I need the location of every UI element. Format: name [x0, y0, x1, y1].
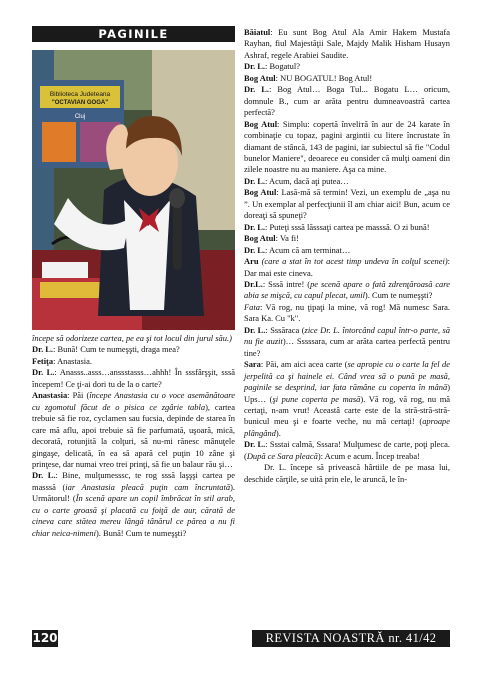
stage-direction: iar Anastasia pleacă puţin cam încruntată [65, 481, 231, 492]
paragraph [244, 187, 450, 221]
dialogue: : NU BOGATUL! Bog Atul! [275, 72, 373, 83]
dialogue: : Va fi! [275, 233, 299, 244]
paragraph [244, 325, 450, 359]
paragraph [244, 279, 450, 302]
banner-text-3: Cluj [74, 114, 86, 120]
dialogue: : Ssstai calmă, Sssara! Mulţumesc de carte, poţi pleca. ( [244, 439, 450, 461]
dialogue: : Păi, am aici acea carte ( [260, 359, 348, 370]
banner-text-1: Biblioteca Judeteana [49, 91, 111, 98]
paragraph [244, 439, 450, 462]
paragraph [244, 256, 450, 279]
speaker: Dr. L. [32, 367, 55, 378]
article-photo [32, 50, 235, 330]
dialogue: : Anasss..asss…anssstasss…ahhh! În sssfârşşit, sssă începem! Ce ţi-ai dori tu de la o carte? [32, 367, 235, 389]
dialogue: : Acum, dacă aţi putea… [265, 175, 349, 186]
paragraph [244, 27, 450, 61]
paragraph [244, 233, 450, 244]
dialogue: ), cartea trebuie să fie roz, cyclamen sau fucsia, depinde de starea în care mă aflu, apoi trebuie să fie parfumată, uşoară, mică, decorată, rotunjită la colţuri, să nu-mi rănesc mânuţele gingaşe, delicată, în ea să apară cel puţin 10 zâne şi prinţese, dar numai vreo trei prinţi, să fie un balaur rău şi… [32, 401, 235, 469]
paragraph [244, 359, 450, 439]
stage-direction: (care a stat în tot acest timp undeva în colţul scenei) [261, 256, 448, 267]
left-column [32, 333, 235, 539]
section-title: PAGINILE [32, 26, 235, 42]
dialogue: ). Bună! Cum te numeşşti? [95, 527, 187, 538]
dialogue: : Eu sunt Bog Atul Ala Amir Hakem Mustafa Rayhan, fiul Majestăţii Sale, Majdy Malik Hisham Husayn Ashraf, regele Arabiei Saudite. [244, 27, 450, 60]
dialogue: ). [275, 427, 281, 438]
stage-direction: zice Dr. L. întorcând capul într-o parte, să nu fie auzit [244, 324, 450, 347]
paragraph [32, 470, 235, 539]
boy-speaking-photo [32, 50, 235, 330]
paragraph [244, 222, 450, 233]
speaker: Dr. L. [244, 244, 266, 255]
paragraph [32, 333, 235, 344]
dialogue: : Sssă intre! ( [262, 278, 311, 289]
page-number: 120 [32, 631, 58, 645]
speaker: Bog Atul [244, 118, 278, 129]
paragraph [244, 462, 450, 485]
speaker: Sara [244, 359, 261, 370]
paragraph [244, 302, 450, 325]
magazine-issue: REVISTA NOASTRĂ nr. 41/42 [252, 630, 450, 647]
dialogue: : Păi ( [67, 390, 90, 401]
dialogue: : Bogatul? [265, 61, 300, 72]
speaker: Dr. L. [244, 221, 266, 232]
dialogue: : Bog Atul… Boga Tul... Bogatu L… oricum, domnule B., cum ar arăta pentru dumneavoastră cartea perfectă? [244, 84, 450, 118]
dialogue: : Vă rog, nu ţipaţi la mine, vă rog! Mă numesc Sara. Sara Ka. Cu "k". [244, 301, 450, 324]
speaker: Anastasia [32, 390, 68, 401]
speaker: Dr. L. [244, 439, 266, 450]
dialogue: ). Cum te numeşşti? [364, 290, 433, 301]
speaker: Fata [244, 301, 260, 312]
dialogue: : Bine, mulţumesssc, te rog sssă laşşşi cartea pe masssă ( [32, 470, 235, 492]
speaker: Fetiţa [32, 355, 54, 366]
speaker: Dr. L. [244, 84, 269, 95]
dialogue: ). Vă rog, vă rog, nu mă certaţi, n-am vrut! Aceastâ carte este de la stră-stră-stră-bunicul meu şi e foarte veche, nu mă certaţi! ( [244, 393, 450, 427]
speaker: Băiatul [244, 27, 271, 37]
stage-direction: În scenă apare un copil îmbrăcat în stil arab, cu o carte groasă şi placată cu foiţă de aur, cărată de cineva care stătea mereu lângă tânărul ce părea a nu fi chiar neica-nimeni [32, 493, 235, 538]
stage-direction: începe Anastasia cu o voce asemănătoare cu zgomotul făcut de o pisica ce zgârie tabla [32, 390, 236, 412]
stage-direction: aproape plângând [244, 416, 450, 438]
speaker: Dr. L. [244, 175, 266, 186]
stage-direction: se apropie cu o carte la fel de jerpelită ca şi hainele ei. Când vrea să o pună pe masă, paginile se desprind, iar fata rămâne cu coperta în mână [244, 359, 450, 393]
right-column [244, 27, 450, 485]
paragraph [32, 390, 235, 470]
paragraph [244, 73, 450, 84]
paragraph [244, 176, 450, 187]
narration: Dr. L. începe să privească hârtiile de pe masa lui, deschide cărţile, se uită prin ele, le aruncă, le în- [244, 462, 450, 484]
stage-direction: începe să odorizeze cartea, pe ea şi tot locul din jurul său.) [32, 333, 232, 343]
paragraph [32, 344, 235, 355]
speaker: Bog Atul [244, 233, 276, 244]
paragraph [244, 61, 450, 72]
dialogue: : Puteţi sssă lăsssaţi cartea pe masssă. O zi bună! [265, 221, 430, 232]
dialogue: ) Ups… ( [244, 382, 450, 404]
paragraph [32, 356, 235, 367]
paragraph [244, 84, 450, 118]
speaker: Dr. L. [244, 324, 266, 335]
stage-direction: şi pune coperta pe masă [272, 393, 361, 404]
dialogue: ). Următorul! ( [32, 481, 236, 504]
speaker: Bog Atul [244, 187, 277, 198]
speaker: Bog Atul [244, 72, 276, 83]
dialogue: : Lasă-mă să termin! Vezi, un exemplu de „aşa nu ”. Un exemplar al perfecţiunii îl am chiar aici! Bun, acum ce doreaţi să spuneţi? [244, 187, 450, 221]
paragraph [244, 119, 450, 176]
dialogue: : Acum că am terminat… [265, 244, 351, 255]
dialogue: : Bună! Cum te numeşşti, draga mea? [53, 344, 180, 355]
speaker: Aru [244, 256, 259, 267]
dialogue: : Anastasia. [53, 355, 92, 366]
speaker: Dr.L. [244, 278, 263, 289]
stage-direction: După ce Sara pleacă [246, 450, 318, 461]
speaker: Dr. L. [32, 470, 56, 481]
speaker: Dr. L. [32, 344, 54, 355]
stage-direction: pe scenă apare o fată zdrenţăroasă care abia se mişcă, cu capul plecat, umil [244, 278, 450, 301]
banner-text-2: "OCTAVIAN GOGA" [51, 100, 109, 106]
dialogue: ): Acum e acum. Încep treaba! [317, 450, 420, 461]
dialogue: : Simplu: copertă înveliтă în aur de 24 karate în combinaţie cu topaz, pagini argintii cu litere încrustate în diamant de stâncă, 143 de pagini, iar subiectul să fie "Codul bunelor Maniere", deoarece eu consider că mulţi oameni din zilele noastre nu au maniere. Aşa ca mine. [244, 118, 450, 175]
paragraph [244, 245, 450, 256]
dialogue: )… Sssssara, cum ar arăta cartea perfectă pentru tine? [244, 336, 451, 358]
dialogue: : Dar mai este cineva. [244, 256, 451, 278]
dialogue: : Sssăraca ( [265, 324, 305, 335]
paragraph [32, 367, 235, 390]
speaker: Dr. L. [244, 61, 266, 72]
